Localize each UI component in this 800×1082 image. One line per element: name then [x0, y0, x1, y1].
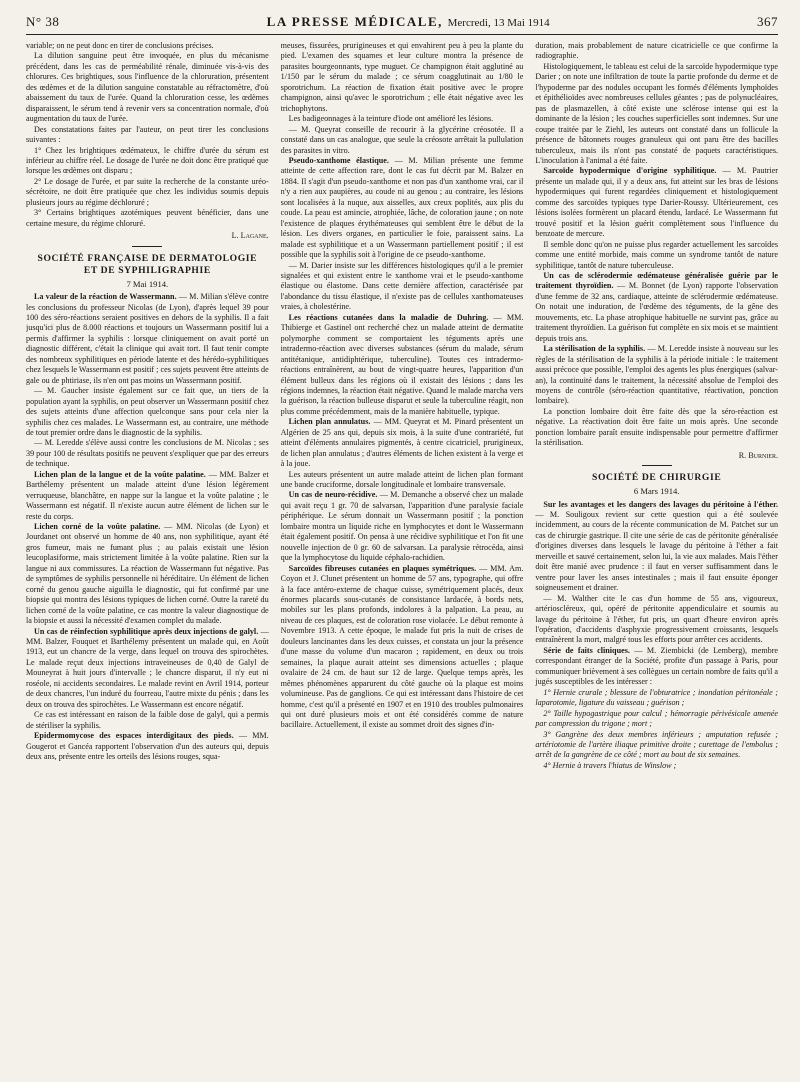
columns — [26, 41, 778, 1061]
paragraph: 3° Certains brightiques azotémiques peuvent bénéficier, dans une certaine mesure, du régime chloruré. — [26, 208, 269, 228]
list-item-text: 4° Hernie à travers l'hiatus de Winslow ; — [543, 760, 677, 770]
list-item — [535, 709, 778, 730]
entry-text: — M. Milian s'élève contre les conclusions du professeur Nicolas (de Lyon), d'après lequel 39 pour 100 des séro-réactions seraient positives en dehors de la syphilis. Il a fait jusqu'ici plus de 8.000 réactions et toujours un Wassermann positif lui a permis d'affirmer la syphilis : lorsque cliniquement on avait porté un diagnostic différent, c'était la clinique qui avait tort. Il faut tenir compte des nombreux syphilitiques en période latente et des hérédo-syphilitiques chez lesquels le Wassermann est positif ; ces sujets peuvent être atteints de gale ou de phtiriase, ils n'en ont pas moins un Wassermann positif. — [26, 292, 269, 385]
entry-heading: Série de faits cliniques. — [543, 645, 630, 655]
paragraph: — M. Walther cite le cas d'un homme de 55 ans, vigoureux, artérioscléreux, qui, opéré de péritonite appendiculaire et soumis au lavage du péritoine à l'éther, fut pris, un quart d'heure environ après l'opération, d'accidents d'asphyxie progressivement croissants, lesquels entraînèrent la mort, malgré tous les efforts pour arrêter ces accidents. — [535, 593, 778, 645]
paragraph: La dilution sanguine peut être invoquée, en plus du mécanisme précédent, dans les cas de perméabilité rénale, diminuée vis-à-vis des chlorures. Ces brightiques, sous l'influence de la chloruration, présentent des œdèmes et de la dilution sanguine constatable au réfractomètre, d'où abaissement du taux de l'urée. Quand la chloruration cesse, les œdèmes disparaissent, le sérum tend à revenir vers sa concentration normale, d'où augmentation du taux de l'urée. — [26, 51, 269, 124]
entry-text: — M. Demanche a observé chez un malade qui avait reçu 1 gr. 70 de salvarsan, l'apparition d'une paralysie faciale périphérique. Le sérum donnait un Wassermann positif ; la ponction lombaire montra un liquide riche en lymphocytes et dont le Wassermann était également positif. On pensa à une récidive syphilitique et l'on fit une nouvelle injection de 0 gr. 60 de salvarsan. La paralysie rétrocéda, ainsi que la lymphocytose du liquide céphalo-rachidien. — [280, 490, 524, 563]
entry-heading: Sarcoïde hypodermique d'origine syphilitique. — [543, 166, 717, 176]
section-title-line2: ET DE SYPHILIGRAPHIE — [83, 264, 211, 276]
paragraph: Il semble donc qu'on ne puisse plus regarder actuellement les sarcoïdes comme une entité morbide, mais comme un syndrome tantôt de nature syphilitique, tantôt de nature tuberculeuse. — [535, 239, 778, 270]
section-date: 6 Mars 1914. — [633, 486, 680, 497]
entry-heading: Sur les avantages et les dangers des lavages du péritoine à l'éther. — [543, 499, 778, 509]
paragraph: — M. Gaucher insiste également sur ce fait que, un tiers de la population ayant la syphilis, on peut observer un Wassermann positif chez des sujets atteints d'une affection quelconque sans pour cela nier la syphilis chez ces malades. Le Wassermann est, au contraire, une méthode de tout premier ordre dans le diagnostic de la syphilis. — [26, 386, 269, 437]
entry-heading: Les réactions cutanées dans la maladie de Duhring. — [288, 312, 489, 322]
entry-heading: Epidermomycose des espaces interdigitaux des pieds. — [34, 731, 234, 741]
entry-heading: Un cas de sclérodermie œdémateuse généralisée guérie par le traitement thyroïdien. — [535, 270, 778, 291]
entry-text: — MM. Queyrat et M. Pinard présentent un Algérien de 25 ans qui, depuis six mois, à la suite d'une contrariété, fut atteint d'éléments annulaires pigmentés, à centre cicatriciel, prurigineux, de lichen plan annulatus ; d'autres éléments de lichen existent à la verge et à la joue. — [280, 417, 524, 469]
column-3 — [535, 41, 778, 1061]
masthead — [26, 14, 778, 35]
entry-text: — MM. Nicolas (de Lyon) et Jourdanet ont observé un homme de 40 ans, non syphilitique, ayant été gros fumeur, mais ne fumant plus ; au palais existait une lésion leucoplasiforme, mais strictement limitée à la voûte palatine. Rien sur la langue ni aux commissures. La réaction de Wassermann fut négative. Pas de symptômes de syphilis personnelle ni héréditaire. Un élément de lichen corné du genou gauche aiguilla le diagnostic, qui fut confirmé par une biopsie qui montra des lésions typiques de lichen corné. Outre la rareté du lichen corné de la voûte palatine, ce cas montre la valeur diagnostique de la biopsie et aussi la nécessité d'examen complet du malade. — [26, 522, 269, 626]
list-item-text: 3° Gangrène des deux membres inférieurs ; amputation refusée ; artériotomie de l'artère iliaque primitive droite ; curettage de l'embolus ; arrêt de la gangrène de ce côté ; mort au bout de six semaines. — [535, 729, 778, 760]
entry-text: — M. Souligoux revient sur cette question qui a été soulevée incidemment, au cours de la récente communication de M. Patchet sur un cas de chirurgie gastrique. Il cite une série de cas de péritonite généralisée d'origines diverses dans lesquels le lavage du péritoine à l'éther a fait merveille et sauvé certainement, selon lui, la vie aux malades. Mais l'éther doit être manié avec prudence : il faut en verser suffisamment dans le ventre pour laver les anses intestinales ; mais il faut ensuite éponger soigneusement et drainer. — [535, 510, 778, 593]
paragraph: Histologiquement, le tableau est celui de la sarcoïde hypodermique type Darier ; on note une infiltration de toute la partie profonde du derme et de l'hypoderme par des nodules occupant les formés d'éléments lymphoïdes et épithélioïdes avec nombreuses cellules géantes ; pas de polynucléaires, pas de plasmazellen, à côté existe une sclérose intense qui est la dominante de la lésion ; les couches superficielles sont indemnes. Sur une coupe traitée par le Ziehl, les auteurs ont constaté dans un follicule la présence de bâtonnets rouges granuleux qui ont paru être des bacilles tuberculeux, mais ils n'ont pas constaté de paquets caractéristiques. L'inoculation à l'animal a été faite. — [535, 61, 778, 165]
list-item-text: 1° Hernie crurale ; blessure de l'obturatrice ; inondation péritonéale ; laparotomie, ligature du vaisseau ; guérison ; — [535, 687, 778, 708]
paragraph: Des constatations faites par l'auteur, on peut tirer les conclusions suivantes : — [26, 124, 269, 145]
issue-number: N° 38 — [26, 14, 60, 29]
section-date: 7 Mai 1914. — [126, 278, 169, 289]
entry-heading: Un cas de réinfection syphilitique après deux injections de galyl. — [34, 626, 259, 636]
entry-heading: Un cas de neuro-récidive. — [288, 490, 378, 500]
entry-text: — MM. Am. Coyon et J. Clunet présentent un homme de 57 ans, typographe, qui offre à la face antéro-externe de chaque cuisse, symétriquement placés, deux énormes placards sous-cutanés de consistance lardacée, à bords nets, mobiles sur les plans profonds, indolores à la palpation. La peau, au niveau de ces plaques, est de coloration rose violacée. Le début remonte à Novembre 1913. A cette époque, le malade fut pris la nuit de crises de douleurs lancinantes dans les deux cuisses, et constata un jour la présence d'une masse du volume d'un macaron ; rapidement, en deux ou trois semaines, la plaque aurait atteint ses dimensions actuelles ; plaque ovalaire de 24 cm. de haut sur 12 de large. Quelque temps après, les mêmes phénomènes apparurent du côté gauche où la plaque est moins volumineuse. Pas de ganglions. Ce qui est intéressant dans l'histoire de cet homme, c'est qu'il a présenté en 1907 et en 1910 des troubles pulmonaires qui ont duré plusieurs mois et ont été considérés comme de nature bacillaire. Actuellement, il existe au sommet droit des signes d'in- — [280, 563, 524, 730]
section-title: SOCIÉTÉ DE CHIRURGIE — [592, 472, 722, 484]
entry-text: — MM. Balzer et Barthélemy présentent un malade atteint d'une lésion légèrement verruqueuse, blanchâtre, en nappe sur la langue et la voûte palatine ; le Wassermann est négatif. Il n'existe aucun autre élément de lichen sur le reste du corps. — [26, 469, 269, 521]
entry-text: — M. Bonnet (de Lyon) rapporte l'observation d'une femme de 32 ans, cardiaque, atteinte de sclérodermie œdémateuse. On notait une induration, de l'œdème des téguments, de la gêne des mouvements, etc. La phase atrophique habituelle ne survint pas, grâce au traitement thyroïdien. La guérison fut complète en six mois et se maintient depuis trois ans. — [535, 281, 778, 343]
paragraph: variable; on ne peut donc en tirer de conclusions précises. — [26, 41, 214, 50]
column-2 — [281, 41, 524, 1061]
entry — [281, 417, 524, 469]
paragraph: 2° Le dosage de l'urée, et par suite la recherche de la constante uréo-sécrétoire, ne doit être pratiquée que chez les individus soumis depuis plusieurs jours au régime déchloruré ; — [26, 176, 269, 207]
issue-date: Mercredi, 13 Mai 1914 — [447, 17, 550, 29]
paragraph: 1° Chez les brightiques œdémateux, le chiffre d'urée du sérum est inférieur au chiffre réel. Le dosage de l'urée ne doit donc être pratiqué que lorsque les œdèmes ont disparu ; — [26, 145, 269, 176]
entry — [535, 344, 778, 407]
entry-text: — MM. Balzer, Fouquet et Barthélemy présentent un malade qui, en Août 1913, eut un chancre de la verge, dans lequel on trouva des spirochètes. Le malade reçut deux injections intraveineuses de 0,40 de Galyl de Mouneyrat à huit jours d'intervalle ; le chancre disparut, il n'y eut ni roséole, ni accidents secondaires. Le malade revint en Avril 1914, porteur de deux chancres, l'un induré du fourreau, l'autre mixte du pénis ; dans les deux on trouva des spirochètes. Le Wassermann est encore négatif. — [26, 626, 269, 709]
entry-heading: Lichen plan de la langue et de la voûte palatine. — [34, 469, 206, 479]
entry — [281, 313, 524, 418]
entry-heading: Pseudo-xanthome élastique. — [288, 155, 389, 165]
list-item — [535, 730, 778, 761]
entry — [535, 500, 778, 594]
divider — [642, 465, 672, 466]
entry-text: — MM. Thibierge et Gastinel ont recherché chez un malade atteint de dermatite polymorphe comment se comportaient les téguments après une intradermo-réaction avec diverses substances (sérum du malade, sérum antitétanique, antidiphtérique, tuberculine). Toutes ces intradermo-réactions entraînèrent, au bout de vingt-quatre heures, l'apparition d'un élément bulleux dans les régions où il existait des lésions ; dans les régions indemnes, la réaction était négative. Quand le malade marcha vers la guérison, la réaction bulleuse disparut et seule la tuberculine réagit, non plus comme précédemment, mais de la manière habituelle, typique. — [280, 312, 524, 416]
entry — [26, 292, 269, 386]
entry — [281, 490, 524, 563]
entry — [535, 166, 778, 239]
column-1 — [26, 41, 269, 1061]
entry — [281, 564, 524, 731]
section-title-line1: SOCIÉTÉ FRANÇAISE DE DERMATOLOGIE — [37, 252, 258, 264]
entry — [26, 470, 269, 522]
signature: L. Lagane. — [231, 231, 269, 241]
entry — [535, 271, 778, 344]
entry — [535, 646, 778, 688]
divider — [132, 246, 162, 247]
journal-title — [267, 14, 550, 30]
entry-heading: La stérilisation de la syphilis. — [543, 344, 646, 354]
paragraph: — M. Darier insiste sur les différences histologiques qu'il a le premier signalées et qui existent entre le xanthome vrai et le pseudo-xanthome élastique ou élastome. Dans cette dernière affection, caractérisée par l'abondance du tissu élastique, il n'existe pas de cellules xanthomateuses vraies, à cholestérine. — [280, 260, 524, 312]
entry-text: — MM. Gougerot et Gancéa rapportent l'observation d'un des auteurs qui, depuis deux ans, présente entre les orteils des lésions rouges, squa- — [26, 731, 269, 761]
entry — [26, 627, 269, 711]
entry — [26, 731, 269, 762]
paragraph: duration, mais probablement de nature cicatricielle ce que confirme la radiographie. — [535, 41, 778, 61]
paragraph: — M. Queyrat conseille de recourir à la glycérine créosotée. Il a constaté dans un cas analogue, que seule la créosote arrêtait la pullulation des parasites in vitro. — [280, 124, 524, 155]
entry-heading: Sarcoïdes fibreuses cutanées en plaques symétriques. — [288, 563, 477, 573]
paragraph: meuses, fissurées, prurigineuses et qui envahirent peu à peu la plante du pied. L'examen des squames et leur culture montra la présence de parasites bourgeonnants, type muguet. Ce champignon était agglutiné au 1/150 par le sérum du malade ; ce sérum coagglutinait au 1/80 le sporotrichum. La réaction de fixation était positive avec le propre champignon, ainsi qu'avec le sporotrichum ; elle était négative avec les trichophytons. — [280, 41, 524, 113]
paragraph: — M. Leredde s'élève aussi contre les conclusions de M. Nicolas ; ses 39 pour 100 de résultats positifs ne peuvent s'expliquer que par des erreurs de technique. — [26, 438, 269, 469]
list-item — [535, 688, 778, 709]
entry-text: — M. Pautrier présente un malade qui, il y a deux ans, fut atteint sur les bras de lésions hypodermiques qui furent regardées cliniquement et histologiquement comme des sarcoïdes typiques type Darier-Roussy. Ultérieurement, ces lésions isolées formèrent un placard étendu, lardacé. Le Wassermann fut trouvé positif et la lésion guérit complètement sous l'influence du benzoate de mercure. — [535, 166, 778, 239]
paragraph: La ponction lombaire doit être faite dès que la séro-réaction est négative. La réactivation doit être faite un mois après. Une seconde ponction lombaire paraît ensuite indispensable pour permettre d'affirmer la stérilisation. — [535, 406, 778, 448]
entry-text: — M. Milian présente une femme atteinte de cette affection rare, dont le cas fut décrit par M. Balzer en 1884. Il s'agit d'un pseudo-xanthome et non pas d'un xanthome vrai, car il n'y a rien aux paupières, au coude ni au genou ; au contraire, les lésions sont localisées à la nuque, aux aisselles, aux creux poplités, aux plis du coude. La peau est amincie, atrophiée, lâche, de coloration jaune ; on note l'existence de plaques érythémateuses qui semblent être le début de la lésion. Les divers organes, en particulier le foie, paraissent sains. La malade est syphilitique et a un Wassermann partiellement positif ; il est possible que la syphilis soit à l'origine de ce pseudo-xanthome. — [280, 155, 524, 260]
paragraph: Les badigeonnages à la teinture d'iode ont amélioré les lésions. — [288, 114, 494, 124]
entry-heading: Lichen plan annulatus. — [288, 417, 371, 427]
entry-heading: Lichen corné de la voûte palatine. — [34, 522, 161, 532]
entry — [281, 156, 524, 261]
paragraph: Les auteurs présentent un autre malade atteint de lichen plan formant une bande cruciforme, dorsale longitudinale et lombaire transversale. — [280, 469, 524, 490]
paragraph: Ce cas est intéressant en raison de la faible dose de galyl, qui a permis de stériliser la syphilis. — [26, 710, 269, 730]
signature: R. Burnier. — [738, 450, 778, 460]
list-item-text: 2° Taille hypogastrique pour calcul ; hémorragie périvésicale amenée par compression du trigone ; mort ; — [535, 708, 778, 729]
entry-text: — M. Leredde insiste à nouveau sur les règles de la stérilisation de la syphilis à la période initiale : le traitement aussi précoce que possible, l'emploi des agents les plus énergiques (salvar-an), la continuité dans le traitement, la nécessité absolue de l'emploi des moyens de contrôle (séro-réaction quantitative, réactivation, ponction lombaire). — [535, 344, 778, 406]
section-title — [26, 253, 269, 277]
entry-text: — M. Ziembicki (de Lemberg), membre correspondant étranger de la Société, profite d'un passage à Paris, pour communiquer brièvement à ses collègues un certain nombre de faits qu'il a jugés susceptibles de les intéresser : — [535, 645, 778, 687]
list-item — [535, 761, 778, 771]
entry-heading: La valeur de la réaction de Wassermann. — [34, 292, 177, 302]
page-number: 367 — [756, 14, 778, 29]
journal-name: LA PRESSE MÉDICALE, — [266, 14, 443, 29]
entry — [26, 522, 269, 627]
